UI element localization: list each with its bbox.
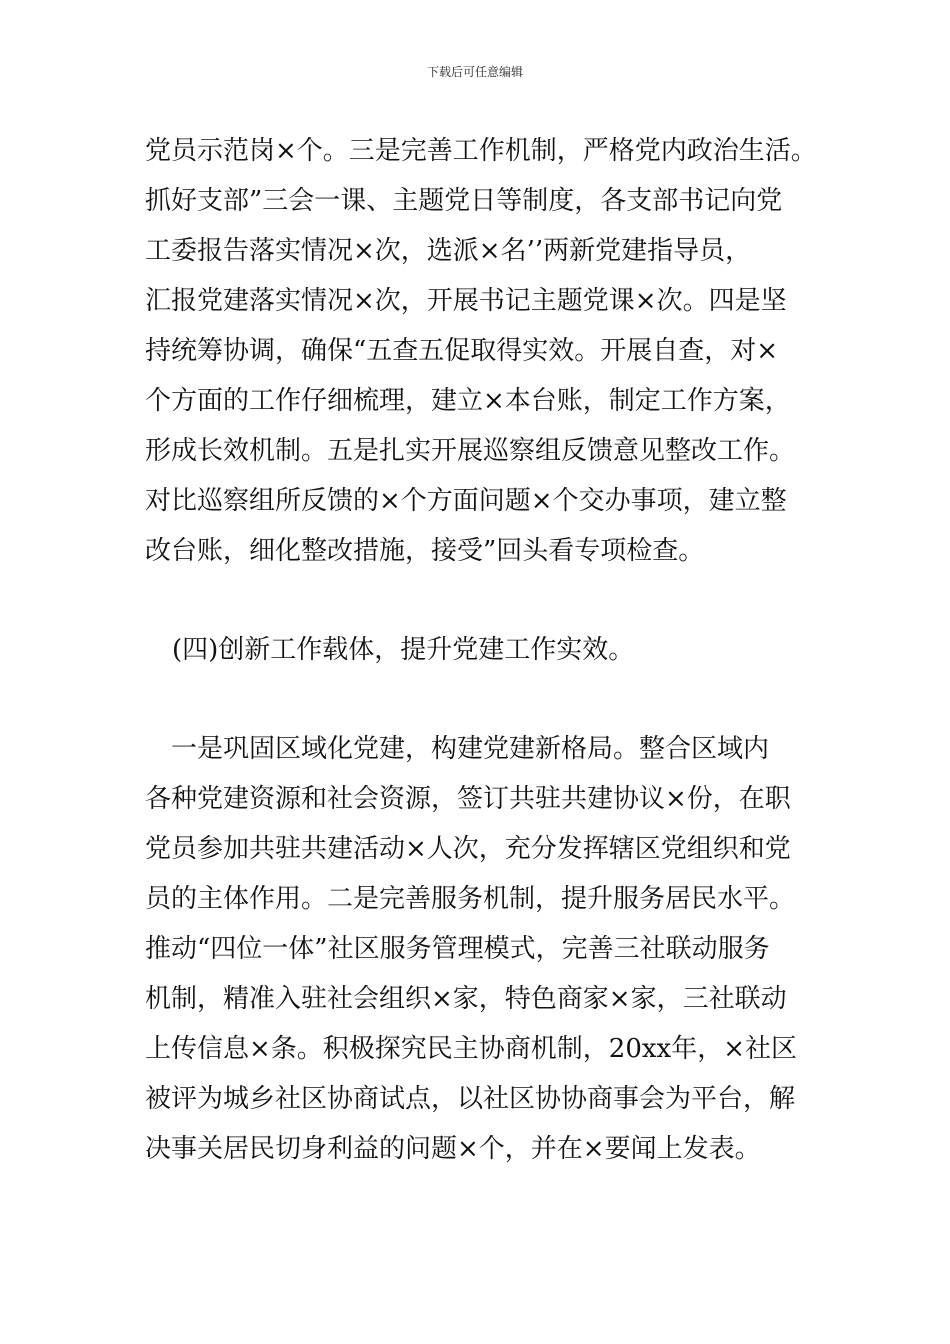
paragraph-line: 推动“四位一体”社区服务管理模式，完善三社联动服务 [145, 934, 770, 964]
section-heading [172, 625, 872, 675]
paragraph-line: 个方面的工作仔细梳理，建立×本台账，制定工作方案， [145, 386, 791, 416]
paragraph-line: 抓好支部”三会一课、主题党日等制度，各支部书记向党 [145, 186, 783, 216]
paragraph-line: 一是巩固区域化党建，构建党建新格局。整合区域内 [145, 734, 770, 764]
paragraph-line: 党员参加共驻共建活动×人次，充分发挥辖区党组织和党 [145, 834, 791, 864]
paragraph-line: 汇报党建落实情况×次，开展书记主题党课×次。四是坚 [145, 286, 787, 316]
paragraph-line: 决事关居民切身利益的问题×个，并在×要闻上发表。 [145, 1134, 761, 1164]
paragraph-line: 被评为城乡社区协商试点，以社区协协商事会为平台，解 [145, 1084, 796, 1114]
page-header: 下载后可任意编辑 [426, 65, 523, 79]
paragraph-line: 对比巡察组所反馈的×个方面问题×个交办事项，建立整 [145, 486, 787, 516]
paragraph-line: 各种党建资源和社会资源，签订共驻共建协议×份，在职 [145, 784, 791, 814]
paragraph-line: 改台账，细化整改措施，接受”回头看专项检查。 [145, 536, 705, 566]
paragraph-line: 持统筹协调，确保“五查五促取得实效。开展自查，对× [145, 336, 779, 366]
paragraph-line: 员的主体作用。二是完善服务机制，提升服务居民水平。 [145, 884, 796, 914]
paragraph-line: 工委报告落实情况×次，选派×名’’两新党建指导员， [145, 236, 752, 266]
paragraph-line: 形成长效机制。五是扎实开展巡察组反馈意见整改工作。 [145, 436, 796, 466]
paragraph-line: 上传信息×条。积极探究民主协商机制，20xx年，×社区 [145, 1034, 797, 1064]
paragraph-1 [145, 126, 845, 576]
paragraph-2 [145, 724, 845, 1174]
paragraph-line: 机制，精准入驻社会组织×家，特色商家×家，三社联动 [145, 984, 787, 1014]
paragraph-line: 党员示范岗×个。三是完善工作机制，严格党内政治生活。 [145, 136, 817, 166]
section-heading-text: (四)创新工作载体，提升党建工作实效。 [172, 635, 635, 665]
